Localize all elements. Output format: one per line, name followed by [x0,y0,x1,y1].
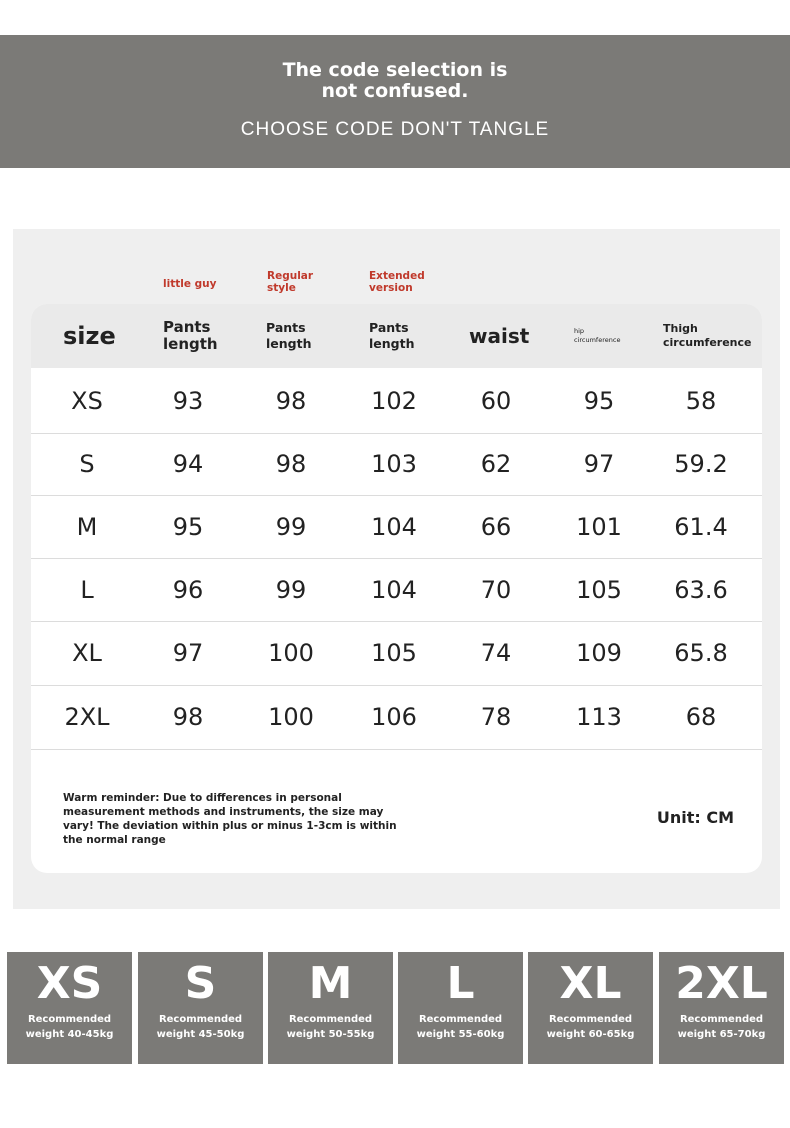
measurement-cell: 95 [583,386,615,415]
measurement-cell: 93 [172,386,204,415]
measurement-cell: 70 [480,575,512,604]
measurement-cell: 102 [371,386,417,415]
size-box-recommended-weight: Recommended weight 55-60kg [416,1014,505,1040]
measurement-cell: 104 [371,575,417,604]
size-table-card [31,304,762,873]
header-waist: waist [469,324,530,348]
measurement-cell: 95 [172,512,204,541]
header-pants-length-extended: Pants length [369,320,415,351]
table-row [31,558,762,622]
measurement-cell: 106 [371,703,417,731]
size-box-recommended-weight: Recommended weight 45-50kg [156,1014,245,1040]
measurement-cell: 99 [275,512,307,541]
measurement-cell: 96 [172,575,204,604]
size-box-label: S [184,958,217,1009]
table-row [31,368,762,434]
measurement-cell: 109 [576,639,622,667]
measurement-cell: 100 [268,703,314,731]
unit-label: Unit: CM [656,808,734,827]
measurement-cell: 105 [371,639,417,667]
measurement-cell: 59.2 [674,450,728,478]
measurement-cell: 98 [172,703,204,731]
table-header-row [31,304,762,368]
size-box-recommended-weight: Recommended weight 40-45kg [25,1014,114,1040]
size-cell: XL [72,639,102,667]
measurement-cell: 66 [480,512,512,541]
size-box-s [138,952,263,1064]
size-box-m [268,952,393,1064]
measurement-cell: 97 [172,639,204,667]
size-box-label: L [446,958,475,1009]
size-cell: XS [71,386,103,415]
measurement-cell: 94 [172,450,204,478]
measurement-cell: 58 [685,386,717,415]
warm-reminder: Warm reminder: Due to differences in personal measurement methods and instruments, the size may vary! The deviation within plus or minus 1-3cm is within the normal range [63,792,397,846]
table-row [31,621,762,686]
measurement-cell: 61.4 [674,512,728,541]
measurement-cell: 62 [480,450,512,478]
banner-subtitle: CHOOSE CODE DON'T TANGLE [240,119,550,140]
header-size: size [63,322,116,350]
note-little-guy: little guy [163,278,217,290]
size-box-label: XL [559,958,622,1009]
header-pants-length-little: Pants length [163,318,218,353]
measurement-cell: 98 [275,450,307,478]
measurement-cell: 60 [480,386,512,415]
size-cell: 2XL [64,703,110,731]
size-box-xl [528,952,653,1064]
header-hip-circumference: hip circumference [574,327,621,344]
measurement-cell: 104 [371,512,417,541]
size-cell: S [79,450,95,478]
table-row [31,685,762,750]
size-box-recommended-weight: Recommended weight 65-70kg [677,1014,766,1040]
note-extended-version: Extended version [369,270,425,294]
measurement-cell: 103 [371,450,417,478]
size-box-l [398,952,523,1064]
header-thigh-circumference: Thigh circumference [663,322,752,349]
size-cell: L [80,575,94,604]
banner-title: The code selection is not confused. [282,59,508,102]
table-row [31,495,762,559]
header-pants-length-regular: Pants length [266,320,312,351]
measurement-cell: 68 [685,703,717,731]
size-box-2xl [659,952,784,1064]
measurement-cell: 101 [576,512,622,541]
size-box-label: 2XL [675,958,768,1009]
measurement-cell: 105 [576,575,622,604]
size-box-recommended-weight: Recommended weight 60-65kg [546,1014,635,1040]
measurement-cell: 97 [583,450,615,478]
size-cell: M [76,512,98,541]
measurement-cell: 99 [275,575,307,604]
measurement-cell: 63.6 [674,575,728,604]
size-box-recommended-weight: Recommended weight 50-55kg [286,1014,375,1040]
measurement-cell: 100 [268,639,314,667]
size-box-label: XS [36,958,103,1009]
table-row [31,433,762,496]
measurement-cell: 74 [480,639,512,667]
measurement-cell: 98 [275,386,307,415]
size-box-xs [7,952,132,1064]
note-regular-style: Regular style [267,270,314,294]
header-banner [0,35,790,168]
measurement-cell: 78 [480,703,512,731]
measurement-cell: 65.8 [674,639,728,667]
measurement-cell: 113 [576,703,622,731]
size-box-label: M [308,958,353,1009]
